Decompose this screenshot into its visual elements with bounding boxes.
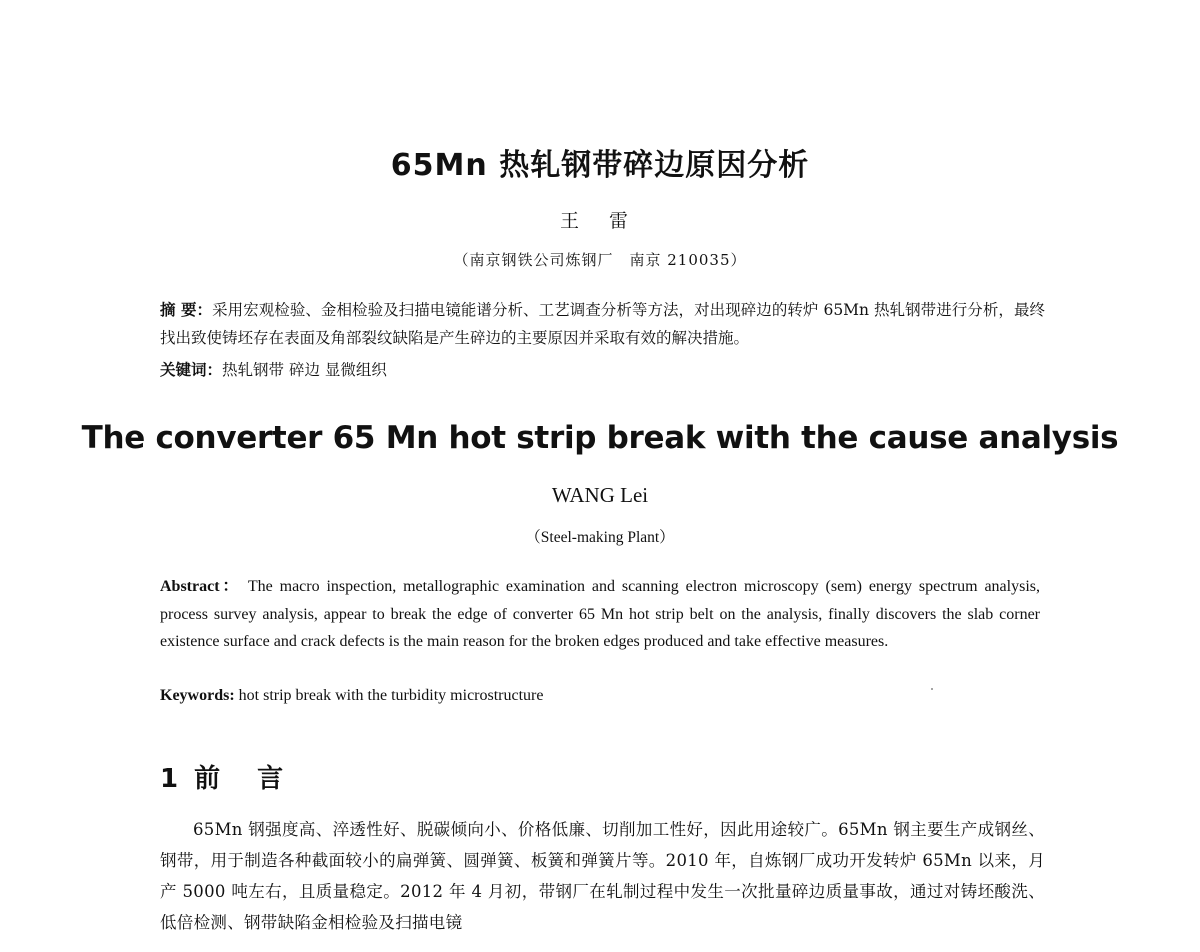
chinese-keywords-text: 热轧钢带 碎边 显微组织 bbox=[222, 361, 387, 379]
section-title: 前 言 bbox=[194, 764, 298, 794]
english-keywords-label: Keywords: bbox=[160, 687, 235, 704]
chinese-title: 65Mn 热轧钢带碎边原因分析 bbox=[390, 148, 810, 183]
english-keywords bbox=[160, 682, 1040, 710]
section-heading bbox=[160, 758, 297, 795]
chinese-affiliation: （南京钢铁公司炼钢厂 南京 210035） bbox=[453, 251, 747, 269]
chinese-keywords bbox=[160, 356, 1045, 384]
english-abstract-label: Abstract： bbox=[160, 578, 242, 595]
english-title: The converter 65 Mn hot strip break with the cause analysis bbox=[81, 420, 1119, 456]
chinese-abstract-text: 采用宏观检验、金相检验及扫描电镜能谱分析、工艺调查分析等方法，对出现碎边的转炉 65Mn 热轧钢带进行分析，最终找出致使铸坯存在表面及角部裂纹缺陷是产生碎边的主要原因并采取有效的解决措施。 bbox=[160, 301, 1045, 347]
section-number: 1 bbox=[160, 764, 179, 794]
scan-speck bbox=[931, 688, 933, 690]
chinese-keywords-label: 关键词： bbox=[160, 360, 223, 379]
english-keywords-text: hot strip break with the turbidity microstructure bbox=[238, 687, 544, 704]
english-affiliation: （Steel-making Plant） bbox=[525, 529, 675, 546]
english-abstract bbox=[160, 573, 1040, 656]
english-author: WANG Lei bbox=[551, 483, 649, 507]
chinese-abstract-label: 摘 要： bbox=[160, 300, 213, 319]
english-abstract-text: The macro inspection, metallographic examination and scanning electron microscopy (sem) energy spectrum analysis, process survey analysis, appear to break the edge of converter 65 Mn hot strip belt on the analysis, finally discovers the slab corner existence surface and crack defects is the main reason for the broken edges produced and take effective measures. bbox=[160, 578, 1040, 650]
chinese-abstract bbox=[160, 296, 1045, 352]
body-paragraph: 65Mn 钢强度高、淬透性好、脱碳倾向小、价格低廉、切削加工性好，因此用途较广。65Mn 钢主要生产成钢丝、钢带，用于制造各种截面较小的扁弹簧、圆弹簧、板簧和弹簧片等。2010 年，自炼钢厂成功开发转炉 65Mn 以来，月产 5000 吨左右，且质量稳定。2012 年 4 月初，带钢厂在轧制过程中发生一次批量碎边质量事故，通过对铸坯酸洗、低倍检测、钢带缺陷金相检验及扫描电镜 bbox=[160, 820, 1045, 932]
chinese-author: 王 雷 bbox=[559, 210, 641, 232]
